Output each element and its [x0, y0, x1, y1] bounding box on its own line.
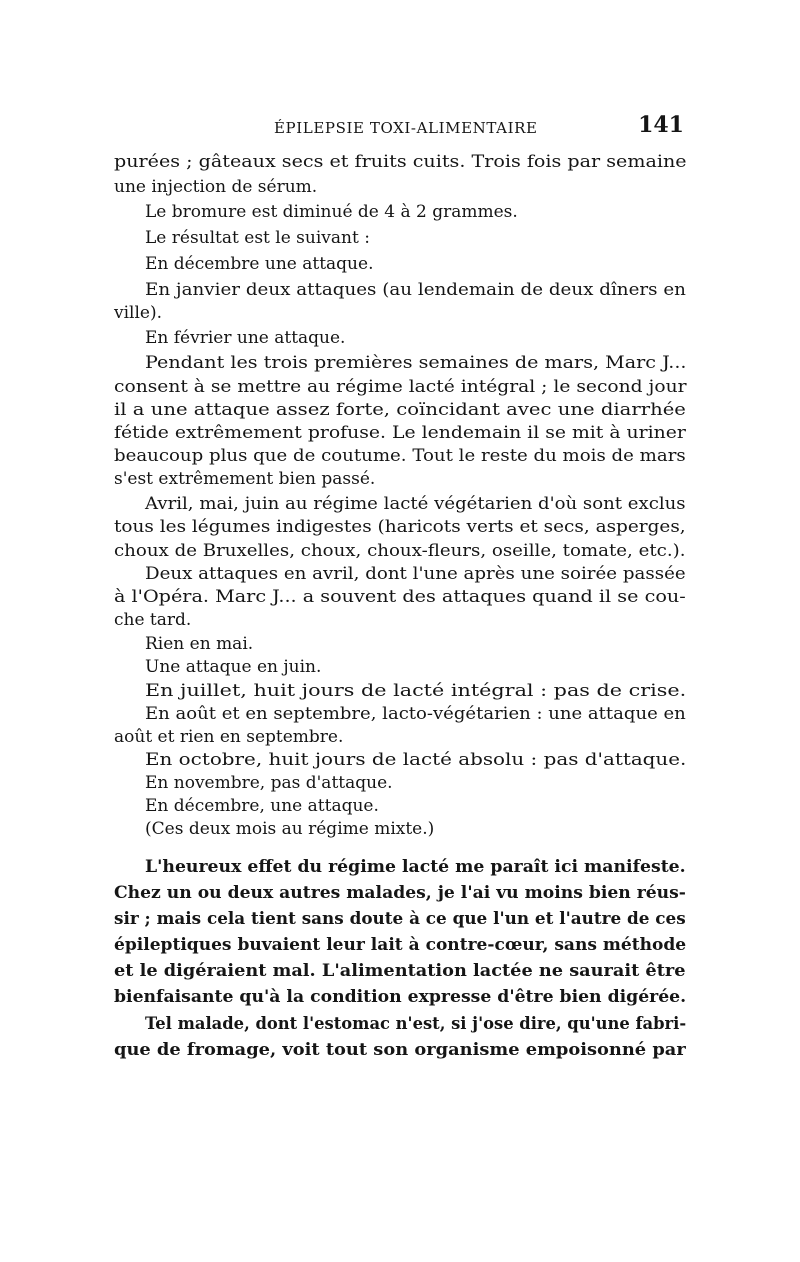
page-number: 141 — [638, 112, 684, 138]
text-line: sir ; mais cela tient sans doute à ce que l'un et l'autre de ces — [114, 909, 686, 929]
text-line: En février une attaque. — [145, 328, 346, 348]
text-line: En novembre, pas d'attaque. — [145, 773, 393, 793]
text-line: Pendant les trois premières semaines de mars, Marc J... — [145, 353, 687, 373]
text-line: Le bromure est diminué de 4 à 2 grammes. — [145, 202, 518, 222]
running-title: ÉPILEPSIE TOXI-ALIMENTAIRE — [274, 119, 538, 137]
text-line: En décembre une attaque. — [145, 254, 374, 274]
text-line: choux de Bruxelles, choux, choux-fleurs, oseille, tomate, etc.). — [114, 541, 686, 561]
text-line: épileptiques buvaient leur lait à contre-cœur, sans méthode — [114, 935, 687, 955]
body-text — [114, 0, 686, 1262]
text-line: En janvier deux attaques (au lendemain de deux dîners en — [145, 280, 686, 300]
text-line: Le résultat est le suivant : — [145, 228, 370, 248]
text-line: Deux attaques en avril, dont l'une après une soirée passée — [145, 564, 686, 584]
text-line: En août et en septembre, lacto-végétarien : une attaque en — [145, 704, 686, 724]
text-line: che tard. — [114, 610, 192, 630]
text-line: à l'Opéra. Marc J... a souvent des attaques quand il se cou- — [114, 587, 686, 607]
text-line: il a une attaque assez forte, coïncidant avec une diarrhée — [114, 400, 686, 420]
text-line: Rien en mai. — [145, 634, 254, 654]
text-line: une injection de sérum. — [114, 177, 318, 197]
text-line: s'est extrêmement bien passé. — [114, 469, 376, 489]
text-line: ville). — [114, 303, 163, 323]
text-line: Tel malade, dont l'estomac n'est, si j'ose dire, qu'une fabri- — [145, 1014, 687, 1034]
text-line: Chez un ou deux autres malades, je l'ai vu moins bien réus- — [114, 883, 686, 903]
text-line: En décembre, une attaque. — [145, 796, 379, 816]
text-line: beaucoup plus que de coutume. Tout le reste du mois de mars — [114, 446, 686, 466]
text-line: En juillet, huit jours de lacté intégral : pas de crise. — [145, 681, 687, 701]
text-line: que de fromage, voit tout son organisme empoisonné par — [114, 1040, 686, 1060]
text-line: bienfaisante qu'à la condition expresse d'être bien digérée. — [114, 987, 687, 1007]
text-line: L'heureux effet du régime lacté me paraît ici manifeste. — [145, 857, 686, 877]
text-line: août et rien en septembre. — [114, 727, 344, 747]
text-line: Une attaque en juin. — [145, 657, 322, 677]
text-line: tous les légumes indigestes (haricots verts et secs, asperges, — [114, 517, 686, 537]
text-line: purées ; gâteaux secs et fruits cuits. Trois fois par semaine — [114, 152, 687, 172]
text-line: En octobre, huit jours de lacté absolu : pas d'attaque. — [145, 750, 687, 770]
text-line: (Ces deux mois au régime mixte.) — [145, 819, 435, 839]
text-line: fétide extrêmement profuse. Le lendemain il se mit à uriner — [114, 423, 686, 443]
text-line: Avril, mai, juin au régime lacté végétarien d'où sont exclus — [145, 494, 686, 514]
text-line: consent à se mettre au régime lacté intégral ; le second jour — [114, 377, 687, 397]
text-line: et le digéraient mal. L'alimentation lactée ne saurait être — [114, 961, 686, 981]
